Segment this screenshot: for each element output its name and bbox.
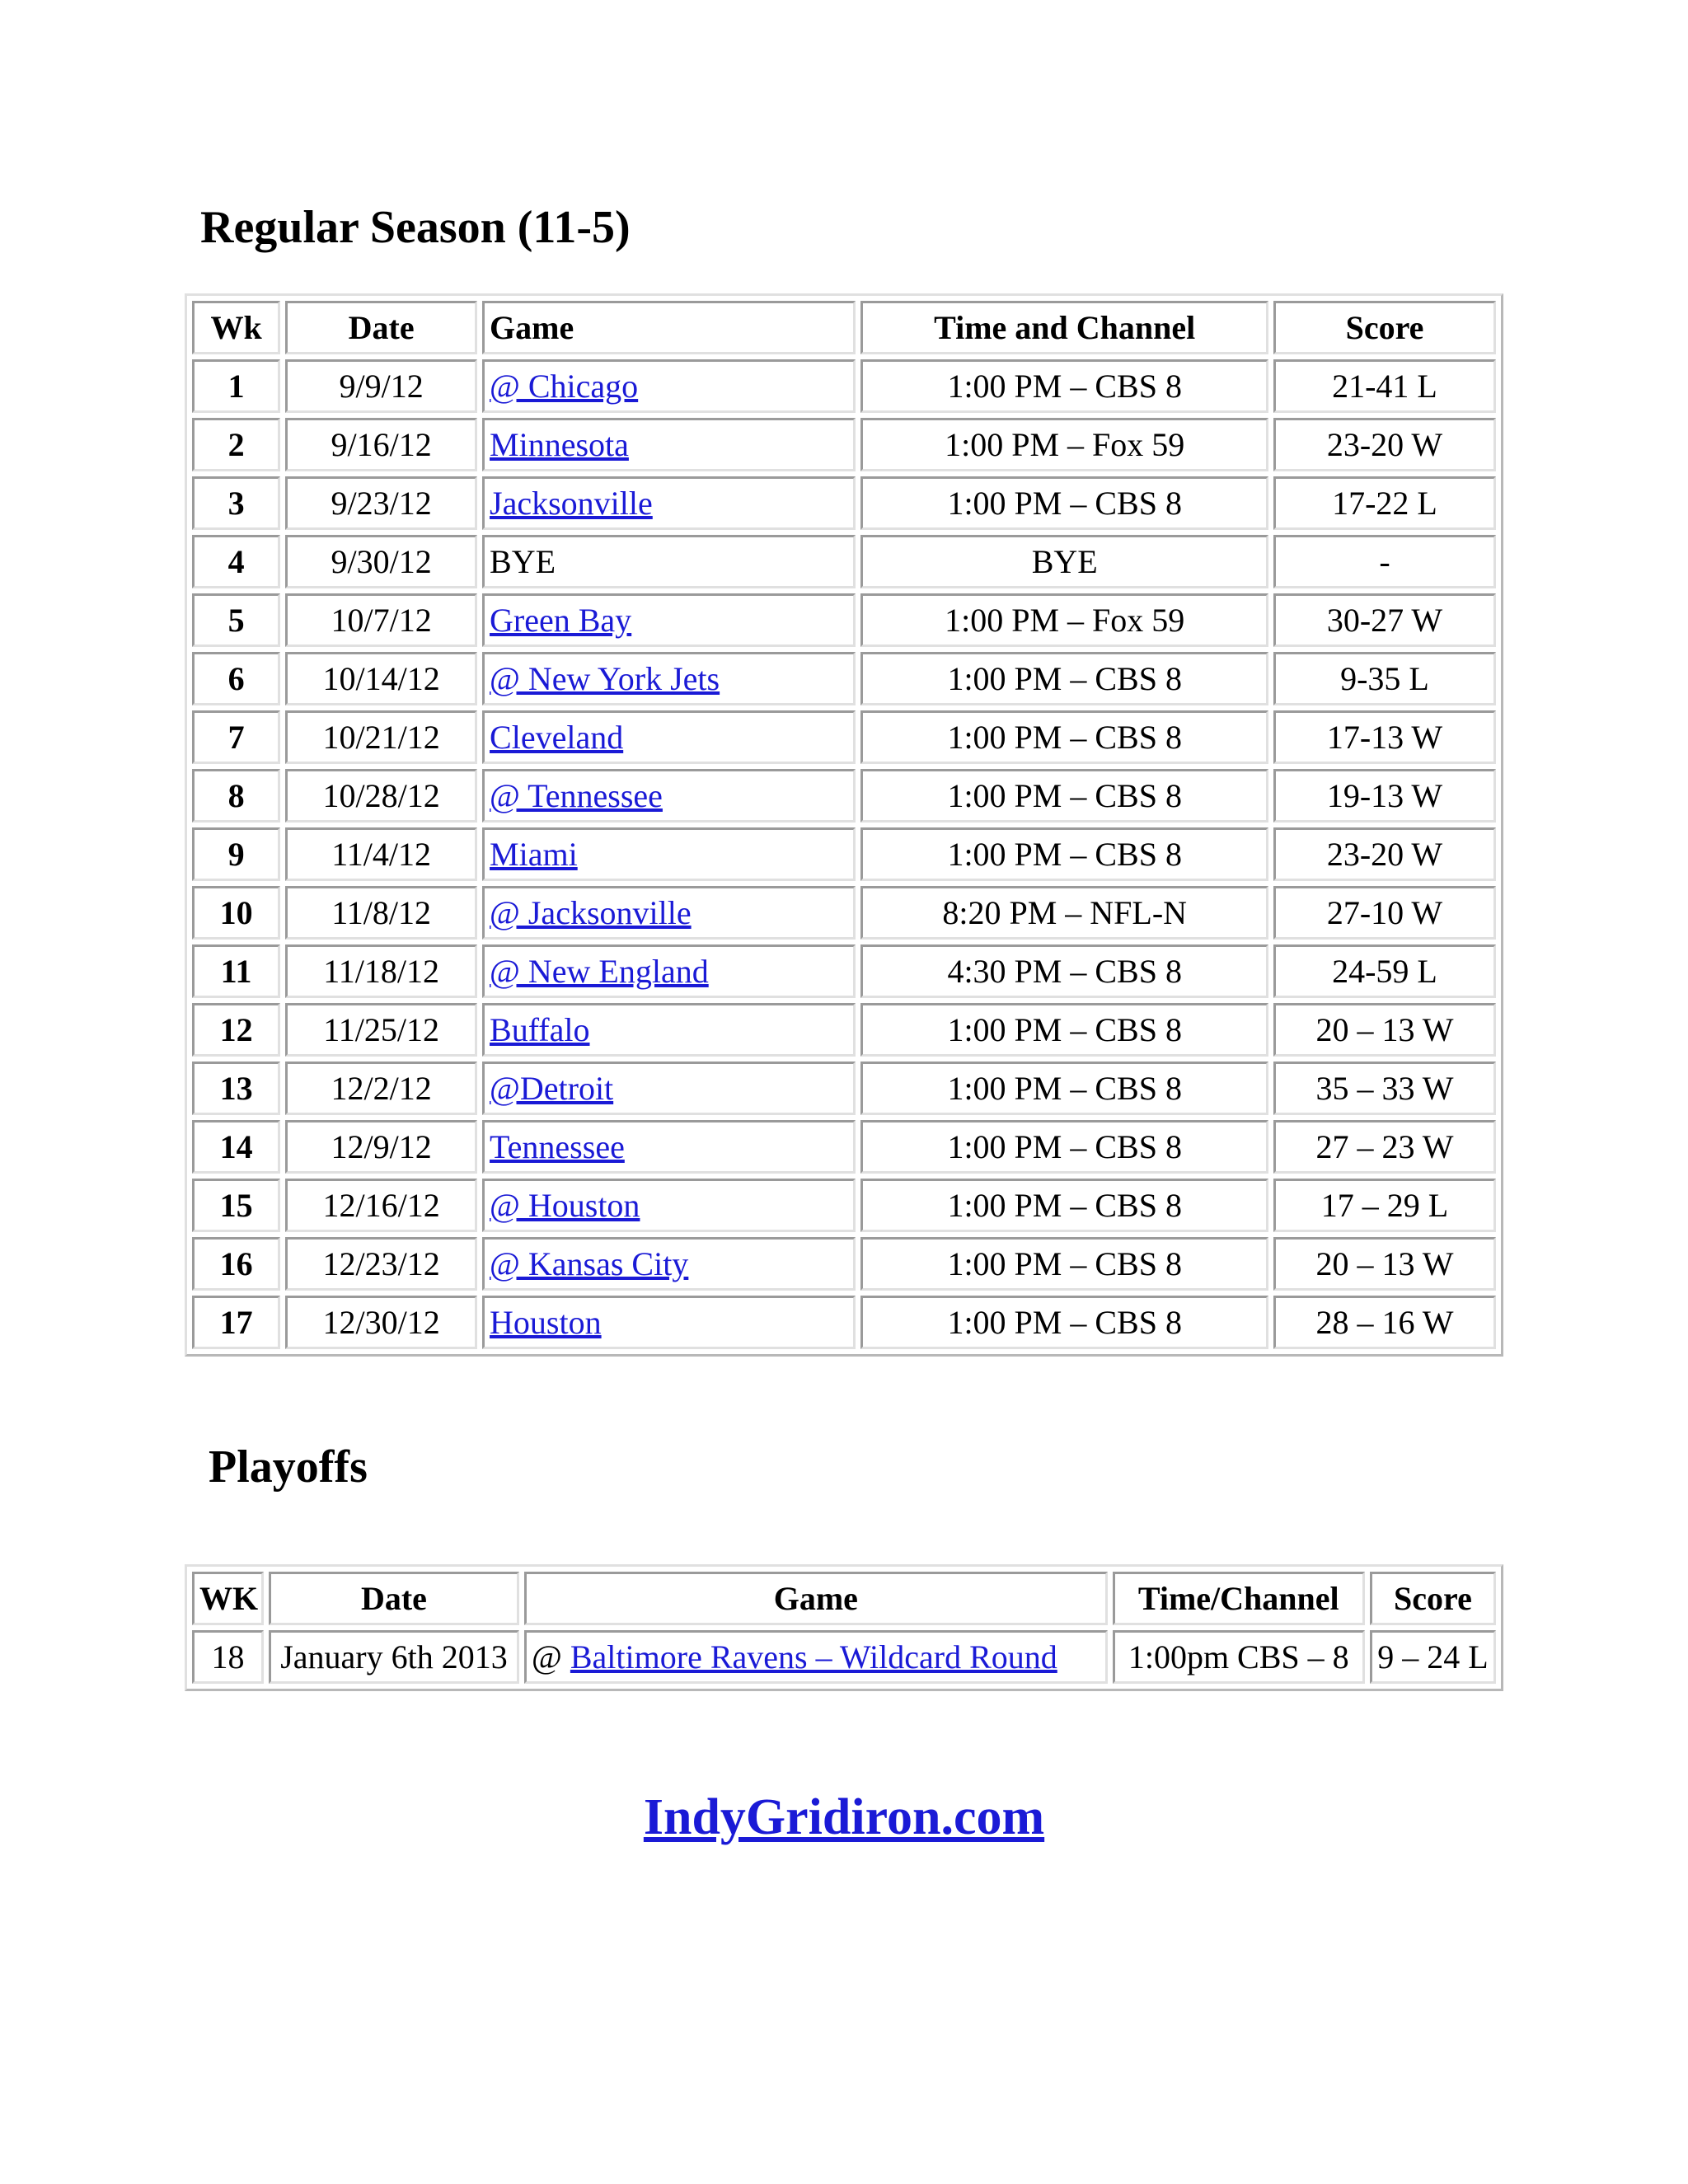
- wk-cell: 7: [192, 710, 280, 764]
- regular-season-heading: Regular Season (11-5): [200, 202, 631, 253]
- game-link[interactable]: Cleveland: [490, 719, 624, 756]
- header-wk: Wk: [192, 301, 280, 354]
- game-cell: [482, 1296, 856, 1349]
- score-cell: 24-59 L: [1273, 944, 1496, 998]
- game-link[interactable]: @ Houston: [490, 1187, 640, 1224]
- game-cell: [482, 944, 856, 998]
- game-link[interactable]: @ Kansas City: [490, 1245, 689, 1282]
- game-cell: [482, 827, 856, 881]
- table-row: [192, 1120, 1496, 1174]
- time-channel-cell: 1:00 PM – Fox 59: [860, 418, 1268, 471]
- score-cell: 17-22 L: [1273, 476, 1496, 530]
- date-cell: January 6th 2013: [269, 1630, 519, 1684]
- time-channel-cell: 1:00 PM – CBS 8: [860, 769, 1268, 823]
- game-link[interactable]: Baltimore Ravens – Wildcard Round: [570, 1638, 1057, 1675]
- game-link[interactable]: Tennessee: [490, 1128, 625, 1165]
- header-time-channel: Time and Channel: [860, 301, 1268, 354]
- time-channel-cell: 1:00 PM – CBS 8: [860, 1003, 1268, 1057]
- table-row: [192, 1003, 1496, 1057]
- wk-cell: 15: [192, 1179, 280, 1232]
- wk-cell: 5: [192, 593, 280, 647]
- game-cell: [482, 886, 856, 940]
- date-cell: 9/16/12: [285, 418, 477, 471]
- game-cell: BYE: [482, 535, 856, 588]
- header-score: Score: [1273, 301, 1496, 354]
- game-cell: [482, 769, 856, 823]
- score-cell: 20 – 13 W: [1273, 1237, 1496, 1291]
- header-game: Game: [524, 1572, 1108, 1625]
- header-time-channel: Time/Channel: [1113, 1572, 1365, 1625]
- table-row: [192, 1062, 1496, 1115]
- time-channel-cell: 4:30 PM – CBS 8: [860, 944, 1268, 998]
- table-row: [192, 1296, 1496, 1349]
- score-cell: 35 – 33 W: [1273, 1062, 1496, 1115]
- time-channel-cell: 1:00 PM – CBS 8: [860, 1237, 1268, 1291]
- date-cell: 12/16/12: [285, 1179, 477, 1232]
- wk-cell: 10: [192, 886, 280, 940]
- date-cell: 10/7/12: [285, 593, 477, 647]
- game-link[interactable]: @ New England: [490, 953, 709, 990]
- game-cell: [482, 710, 856, 764]
- date-cell: 9/30/12: [285, 535, 477, 588]
- date-cell: 12/23/12: [285, 1237, 477, 1291]
- game-cell: [482, 1003, 856, 1057]
- time-channel-cell: BYE: [860, 535, 1268, 588]
- game-cell: [482, 418, 856, 471]
- game-cell: [482, 593, 856, 647]
- game-cell: [482, 652, 856, 705]
- game-link[interactable]: Green Bay: [490, 602, 632, 639]
- table-row: [192, 827, 1496, 881]
- header-date: Date: [269, 1572, 519, 1625]
- game-cell: [482, 1062, 856, 1115]
- wk-cell: 17: [192, 1296, 280, 1349]
- score-cell: 9 – 24 L: [1370, 1630, 1496, 1684]
- date-cell: 9/23/12: [285, 476, 477, 530]
- wk-cell: 13: [192, 1062, 280, 1115]
- time-channel-cell: 1:00 PM – CBS 8: [860, 359, 1268, 413]
- game-link[interactable]: Jacksonville: [490, 485, 653, 522]
- game-link[interactable]: @ Tennessee: [490, 777, 663, 814]
- score-cell: 17 – 29 L: [1273, 1179, 1496, 1232]
- wk-cell: 8: [192, 769, 280, 823]
- score-cell: 20 – 13 W: [1273, 1003, 1496, 1057]
- table-row: [192, 593, 1496, 647]
- table-header-row: [192, 1572, 1496, 1625]
- playoffs-table: [185, 1564, 1503, 1691]
- date-cell: 11/8/12: [285, 886, 477, 940]
- site-link[interactable]: IndyGridiron.com: [643, 1789, 1045, 1845]
- time-channel-cell: 1:00 PM – CBS 8: [860, 710, 1268, 764]
- wk-cell: 14: [192, 1120, 280, 1174]
- game-link[interactable]: @ Chicago: [490, 368, 639, 405]
- header-game: Game: [482, 301, 856, 354]
- game-cell: [482, 1237, 856, 1291]
- game-link[interactable]: @ New York Jets: [490, 660, 720, 697]
- date-cell: 10/28/12: [285, 769, 477, 823]
- score-cell: 28 – 16 W: [1273, 1296, 1496, 1349]
- date-cell: 9/9/12: [285, 359, 477, 413]
- score-cell: -: [1273, 535, 1496, 588]
- date-cell: 11/25/12: [285, 1003, 477, 1057]
- wk-cell: 16: [192, 1237, 280, 1291]
- table-row: [192, 886, 1496, 940]
- date-cell: 11/4/12: [285, 827, 477, 881]
- game-cell: [482, 359, 856, 413]
- table-row: [192, 476, 1496, 530]
- playoffs-heading: Playoffs: [209, 1441, 368, 1493]
- table-header-row: [192, 301, 1496, 354]
- time-channel-cell: 1:00 PM – CBS 8: [860, 652, 1268, 705]
- score-cell: 23-20 W: [1273, 827, 1496, 881]
- wk-cell: 2: [192, 418, 280, 471]
- time-channel-cell: 1:00 PM – CBS 8: [860, 1120, 1268, 1174]
- score-cell: 23-20 W: [1273, 418, 1496, 471]
- date-cell: 12/2/12: [285, 1062, 477, 1115]
- game-link[interactable]: @Detroit: [490, 1070, 614, 1107]
- score-cell: 30-27 W: [1273, 593, 1496, 647]
- wk-cell: 3: [192, 476, 280, 530]
- time-channel-cell: 1:00pm CBS – 8: [1113, 1630, 1365, 1684]
- wk-cell: 12: [192, 1003, 280, 1057]
- wk-cell: 4: [192, 535, 280, 588]
- score-cell: 21-41 L: [1273, 359, 1496, 413]
- table-row: [192, 944, 1496, 998]
- table-row: [192, 418, 1496, 471]
- table-row: [192, 1179, 1496, 1232]
- date-cell: 12/30/12: [285, 1296, 477, 1349]
- date-cell: 12/9/12: [285, 1120, 477, 1174]
- score-cell: 9-35 L: [1273, 652, 1496, 705]
- time-channel-cell: 1:00 PM – CBS 8: [860, 1062, 1268, 1115]
- time-channel-cell: 1:00 PM – CBS 8: [860, 827, 1268, 881]
- date-cell: 11/18/12: [285, 944, 477, 998]
- wk-cell: 11: [192, 944, 280, 998]
- table-row: [192, 1237, 1496, 1291]
- wk-cell: 1: [192, 359, 280, 413]
- table-row: [192, 652, 1496, 705]
- game-cell: [524, 1630, 1108, 1684]
- game-link[interactable]: Houston: [490, 1304, 602, 1341]
- score-cell: 27 – 23 W: [1273, 1120, 1496, 1174]
- wk-cell: 9: [192, 827, 280, 881]
- table-row: [192, 535, 1496, 588]
- table-row: [192, 359, 1496, 413]
- game-cell: [482, 1179, 856, 1232]
- footer: [0, 1788, 1688, 1847]
- date-cell: 10/21/12: [285, 710, 477, 764]
- game-link[interactable]: Minnesota: [490, 426, 629, 463]
- game-cell: [482, 476, 856, 530]
- table-row: [192, 710, 1496, 764]
- time-channel-cell: 1:00 PM – CBS 8: [860, 1296, 1268, 1349]
- wk-cell: 18: [192, 1630, 264, 1684]
- score-cell: 19-13 W: [1273, 769, 1496, 823]
- header-score: Score: [1370, 1572, 1496, 1625]
- wk-cell: 6: [192, 652, 280, 705]
- time-channel-cell: 1:00 PM – CBS 8: [860, 476, 1268, 530]
- game-link[interactable]: Miami: [490, 836, 578, 873]
- game-cell: [482, 1120, 856, 1174]
- table-row: [192, 769, 1496, 823]
- regular-season-table: [185, 293, 1503, 1357]
- time-channel-cell: 1:00 PM – CBS 8: [860, 1179, 1268, 1232]
- header-date: Date: [285, 301, 477, 354]
- table-row: [192, 1630, 1496, 1684]
- game-link[interactable]: Buffalo: [490, 1011, 590, 1048]
- game-link[interactable]: @ Jacksonville: [490, 894, 692, 931]
- score-cell: 27-10 W: [1273, 886, 1496, 940]
- time-channel-cell: 1:00 PM – Fox 59: [860, 593, 1268, 647]
- time-channel-cell: 8:20 PM – NFL-N: [860, 886, 1268, 940]
- header-wk: WK: [192, 1572, 264, 1625]
- date-cell: 10/14/12: [285, 652, 477, 705]
- game-prefix: @: [532, 1638, 570, 1675]
- score-cell: 17-13 W: [1273, 710, 1496, 764]
